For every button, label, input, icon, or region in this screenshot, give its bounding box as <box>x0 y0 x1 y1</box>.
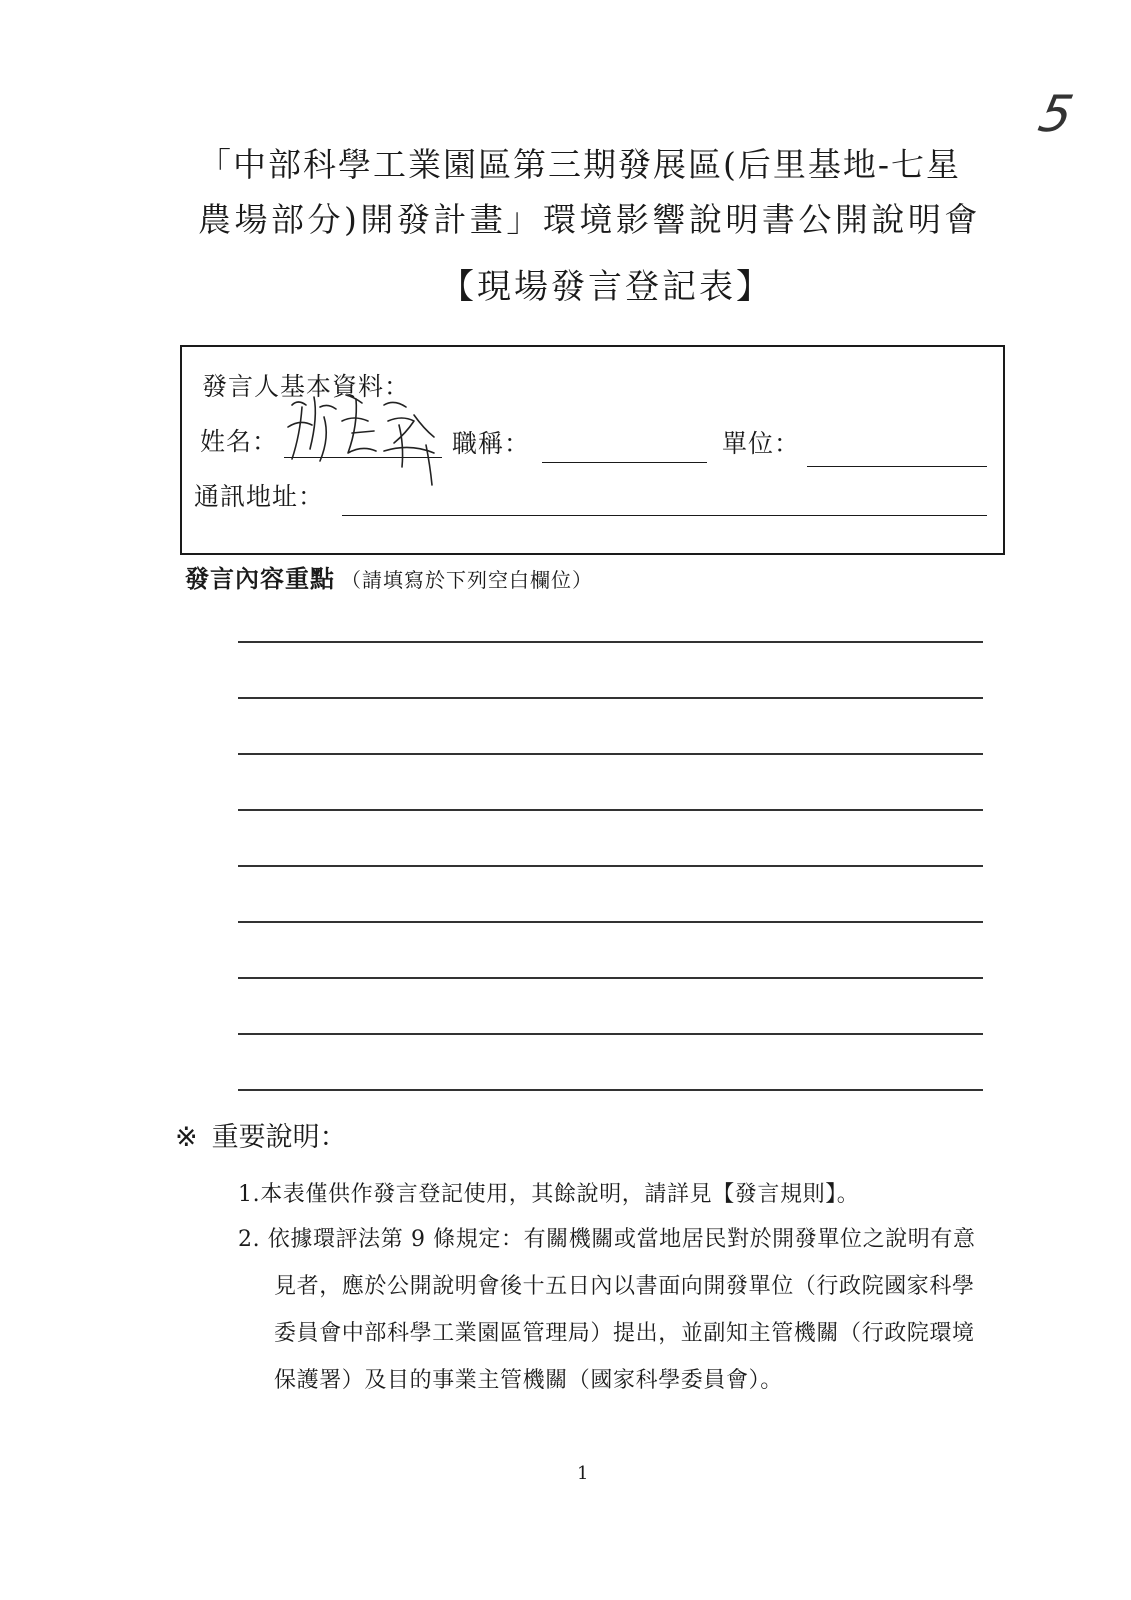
writing-line <box>238 641 983 643</box>
note-item-1 <box>238 1171 859 1218</box>
note-line: 委員會中部科學工業園區管理局）提出，並副知主管機關（行政院環境 <box>274 1321 975 1346</box>
note-line: 2. 依據環評法第 9 條規定：有關機關或當地居民對於開發單位之說明有意 <box>238 1227 976 1252</box>
content-heading-text: 發言內容重點 <box>185 564 335 593</box>
document-title-line-1: 「中部科學工業園區第三期發展區(后里基地-七星 <box>198 145 962 184</box>
note-line: 保護署）及目的事業主管機關（國家科學委員會）。 <box>274 1368 783 1393</box>
writing-line <box>238 977 983 979</box>
speaker-info-box <box>180 345 1005 555</box>
notes-heading-text: 重要說明： <box>211 1122 347 1153</box>
writing-line <box>238 753 983 755</box>
writing-line <box>238 921 983 923</box>
writing-line <box>238 697 983 699</box>
note-line: 見者，應於公開說明會後十五日內以書面向開發單位（行政院國家科學 <box>274 1274 975 1299</box>
name-label: 姓名： <box>200 427 279 456</box>
document-title-line-2: 農場部分)開發計畫」環境影響說明書公開說明會 <box>198 200 981 239</box>
unit-label: 單位： <box>722 429 801 458</box>
writing-line <box>238 865 983 867</box>
unit-field-line <box>807 466 987 467</box>
writing-line <box>238 1089 983 1091</box>
writing-line <box>238 1033 983 1035</box>
handwritten-signature <box>282 385 452 487</box>
job-title-field-line <box>542 462 707 463</box>
handwritten-page-mark: 5 <box>1033 85 1078 143</box>
page-number: 1 <box>577 1463 589 1484</box>
form-name: 【現場發言登記表】 <box>440 267 773 307</box>
reference-mark-icon: ※ <box>175 1122 198 1153</box>
address-label: 通訊地址： <box>194 482 325 511</box>
speaker-info-heading: 發言人基本資料： <box>202 372 411 401</box>
address-field-line <box>342 515 987 516</box>
job-title-label: 職稱： <box>452 429 531 458</box>
note-item-2 <box>238 1216 976 1404</box>
content-heading <box>185 565 593 594</box>
notes-heading <box>175 1122 347 1154</box>
note-line: 1.本表僅供作發言登記使用，其餘說明，請詳見【發言規則】。 <box>238 1182 860 1207</box>
content-hint: （請填寫於下列空白欄位） <box>341 568 593 592</box>
writing-line <box>238 809 983 811</box>
